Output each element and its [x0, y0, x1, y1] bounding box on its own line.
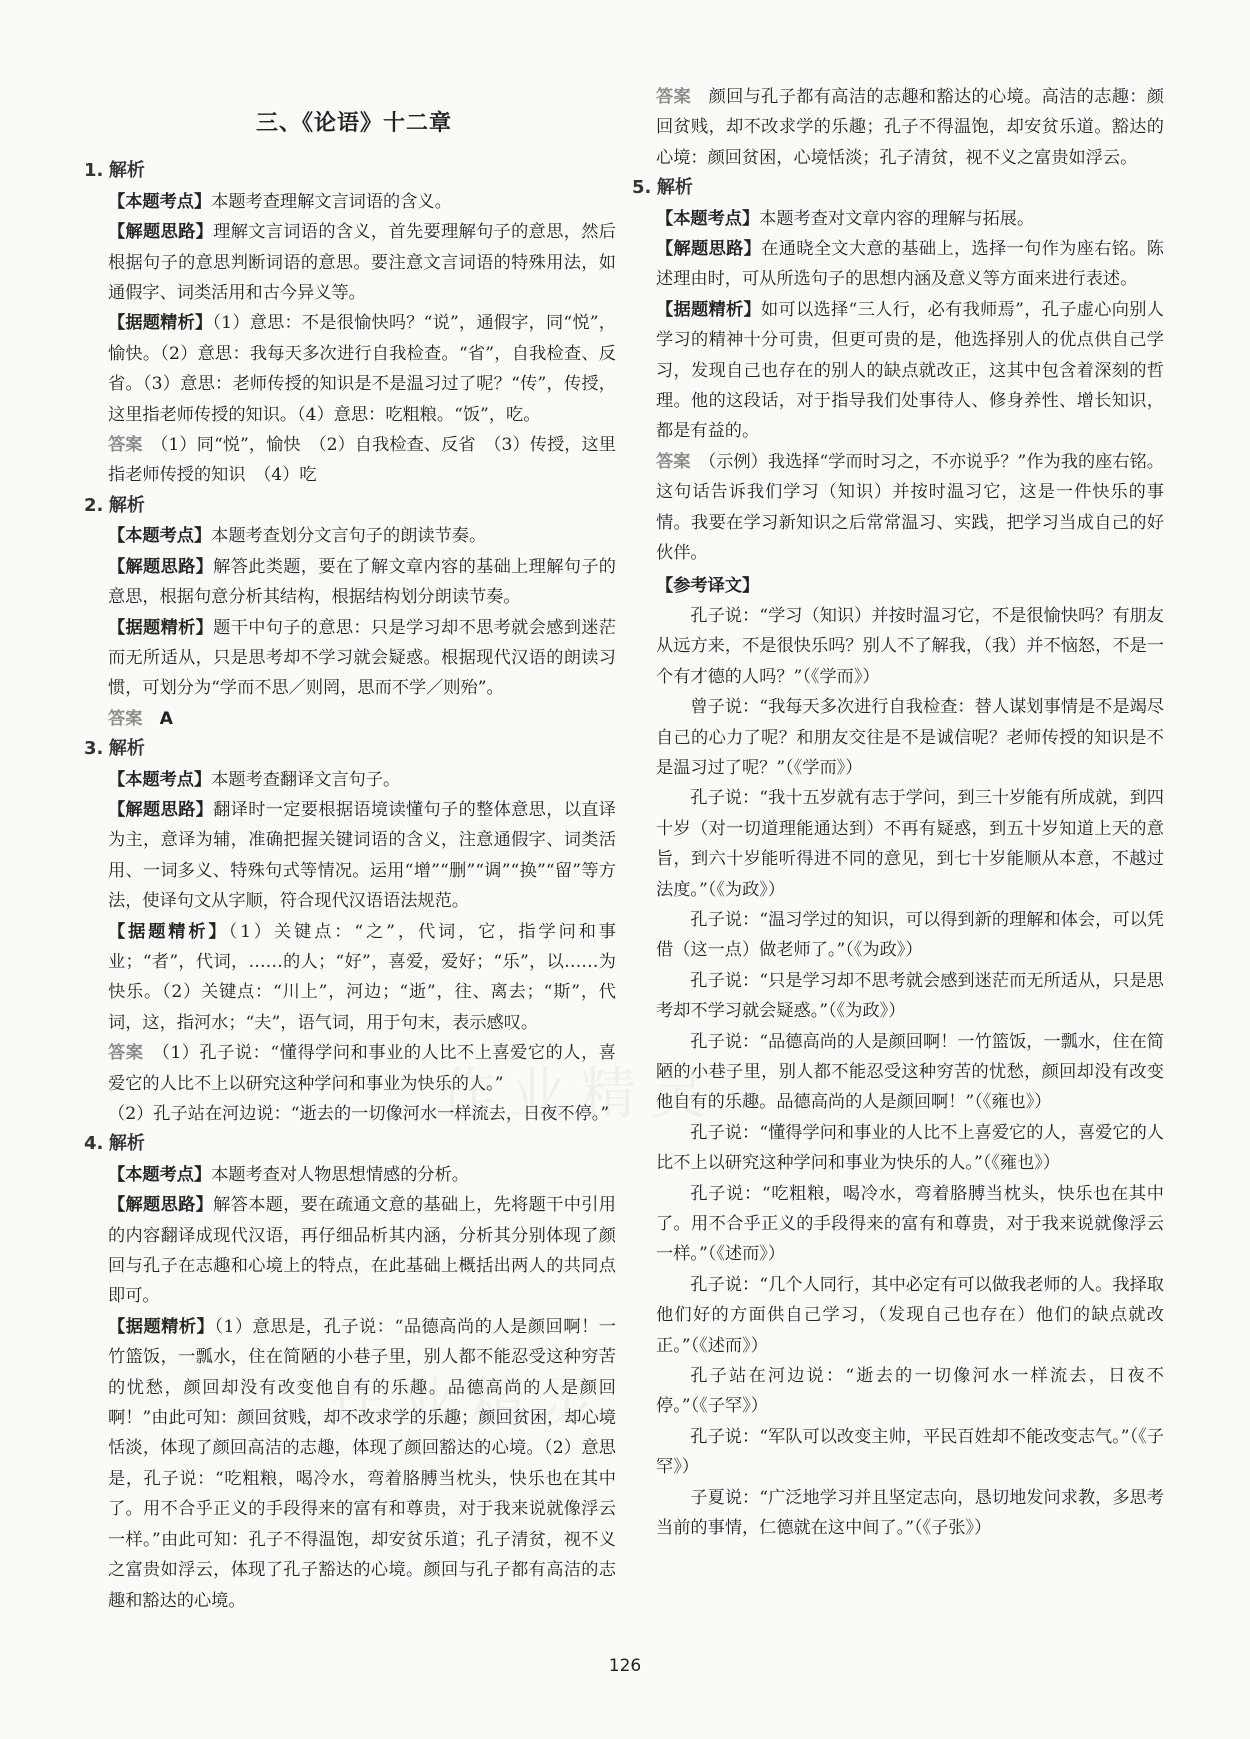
translation-item: 孔子说：“军队可以改变主帅，平民百姓却不能改变志气。”（《子罕》）: [656, 1426, 1164, 1478]
translation-item: 孔子说：“吃粗粮，喝冷水，弯着胳膊当枕头，快乐也在其中了。用不合乎正义的手段得来的富有和尊贵，对于我来说就像浮云一样。”（《述而》）: [656, 1183, 1164, 1265]
q3-answer-2: （2）孔子站在河边说：“逝去的一切像河水一样流去，日夜不停。”: [108, 1104, 610, 1124]
chapter-title: 三、《论语》十二章: [255, 110, 452, 136]
q1-jingxi: （1）意思：不是很愉快吗？“说”，通假字，同“悦”，愉快。（2）意思：我每天多次进行自我检查。“省”，自我检查、反省。（3）意思：老师传授的知识是不是温习过了呢？“传”，传授，这里指老师传授的知识。（4）意思：吃粗粮。“饭”，吃。: [108, 313, 616, 425]
q2-silu: 解答此类题，要在了解文章内容的基础上理解句子的意思，根据句意分析其结构，根据结构划分朗读节奏。: [108, 556, 616, 608]
q5-silu: 在通晓全文大意的基础上，选择一句作为座右铭。陈述理由时，可从所选句子的思想内涵及意义等方面来进行表述。: [656, 239, 1164, 290]
q5-jingxi: 如可以选择“三人行，必有我师焉”，孔子虚心向别人学习的精神十分可贵，但更可贵的是，他选择别人的优点供自己学习，发现自己也存在的别人的缺点就改正，这其中包含着深刻的哲理。他的这段话，对于指导我们处事待人、修身养性、增长知识，都是有益的。: [656, 299, 1164, 442]
translation-item: 孔子说：“我十五岁就有志于学问，到三十岁能有所成就，到四十岁（对一切道理能通达到）不再有疑惑，到五十岁知道上天的意旨，到六十岁能听得进不同的意见，到七十岁能顺从本意，不越过法度。”（《为政》）: [656, 788, 1164, 900]
q3-jingxi: （1）关键点：“之”，代词，它，指学问和事业；“者”，代词，……的人；“好”，喜爱，爱好；“乐”，以……为快乐。（2）关键点：“川上”，河边；“逝”，往、离去；“斯”，代词，这，指河水；“夫”，语气词，用于句末，表示感叹。: [108, 921, 616, 1033]
translation-item: 孔子站在河边说：“逝去的一切像河水一样流去，日夜不停。”（《子罕》）: [656, 1366, 1164, 1417]
question-4: 4. 解析 【本题考点】本题考查对人物思想情感的分析。 【解题思路】解答本题，要在疏通文意的基础上，先将题干中引用的内容翻译成现代汉语，再仔细品析其内涵，分析其分别体现了颜回与孔子在志趣和心境上的特点，在此基础上概括出两人的共同点即可。 【据题精析】（1）意思是，孔子说：“品德高尚的人是颜回啊！一竹篮饭，一瓢水，住在简陋的小巷子里，别人都不能忍受这种穷苦的忧愁，颜回却没有改变他自有的乐趣。品德高尚的人是颜回啊！”由此可知：颜回贫贱，却不改求学的乐趣；颜回贫困，却心境恬淡，体现了颜回高洁的志趣，体现了颜回豁达的心境。（2）意思是，孔子说：“吃粗粮，喝冷水，弯着胳膊当枕头，快乐也在其中了。用不合乎正义的手段得来的富有和尊贵，对于我来说就像浮云一样。”由此可知：孔子不得温饱，却安贫乐道；孔子清贫，视不义之富贵如浮云，体现了孔子豁达的心境。颜回与孔子都有高洁的志趣和豁达的心境。: [84, 1133, 616, 1611]
q1-kaodian: 本题考查理解文言词语的含义。: [211, 191, 452, 212]
q1-answer: （1）同“悦”，愉快 （2）自我检查、反省 （3）传授，这里指老师传授的知识 （4）吃: [108, 435, 616, 486]
q4-answer: 颜回与孔子都有高洁的志趣和豁达的心境。高洁的志趣：颜回贫贱，却不改求学的乐趣；孔子不得温饱，却安贫乐道。豁达的心境：颜回贫困，心境恬淡；孔子清贫，视不义之富贵如浮云。: [656, 87, 1164, 168]
q3-silu: 翻译时一定要根据语境读懂句子的整体意思，以直译为主，意译为辅，准确把握关键词语的含义，注意通假字、词类活用、一词多义、特殊句式等情况。运用“增”“删”“调”“换”“留”等方法，使译句文从字顺，符合现代汉语语法规范。: [108, 799, 616, 912]
question-label: 解析: [108, 160, 145, 182]
translation-item: 孔子说：“学习（知识）并按时温习它，不是很愉快吗？有朋友从远方来，不是很快乐吗？别人不了解我，（我）并不恼怒，不是一个有才德的人吗？”（《学而》）: [656, 605, 1164, 687]
left-column: [84, 82, 616, 1616]
q5-answer: （示例）我选择“学而时习之，不亦说乎？”作为我的座右铭。这句话告诉我们学习（知识）并按时温习它，这是一件快乐的事情。我要在学习新知识之后常常温习、实践，把学习当成自己的好伙伴。: [656, 451, 1164, 564]
question-2: 2. 解析 【本题考点】本题考查划分文言句子的朗读节奏。 【解题思路】解答此类题，要在了解文章内容的基础上理解句子的意思，根据句意分析其结构，根据结构划分朗读节奏。 【据题精析】题干中句子的意思：只是学习却不思考就会感到迷茫而无所适从，只是思考却不学习就会疑惑。根据现代汉语的朗读习惯，可划分为“学而不思／则罔，思而不学／则殆”。 答案 A: [84, 494, 616, 729]
q4-kaodian: 本题考查对人物思想情感的分析。: [211, 1164, 469, 1185]
q2-jingxi: 题干中句子的意思：只是学习却不思考就会感到迷茫而无所适从，只是思考却不学习就会疑惑。根据现代汉语的朗读习惯，可划分为“学而不思／则罔，思而不学／则殆”。: [108, 617, 616, 699]
q5-kaodian: 本题考查对文章内容的理解与拓展。: [759, 208, 1035, 229]
q4-silu: 解答本题，要在疏通文意的基础上，先将题干中引用的内容翻译成现代汉语，再仔细品析其内涵，分析其分别体现了颜回与孔子在志趣和心境上的特点，在此基础上概括出两人的共同点即可。: [108, 1195, 616, 1307]
right-column: [632, 82, 1164, 1544]
reference-translation: 【参考译文】 孔子说：“学习（知识）并按时温习它，不是很愉快吗？有朋友从远方来，不是很快乐吗？别人不了解我，（我）并不恼怒，不是一个有才德的人吗？”（《学而》） 曾子说：“我每天多次进行自我检查：替人谋划事情是不是竭尽自己的心力了呢？和朋友交往是不是诚信呢？老师传授的知识是不是温习过了呢？”（《学而》） 孔子说：“我十五岁就有志于学问，到三十岁能有所成就，到四十岁（对一切道理能通达到）不再有疑惑，到五十岁知道上天的意旨，到六十岁能听得进不同的意见，到七十岁能顺从本意，不越过法度。”（《为政》） 孔子说：“温习学过的知识，可以得到新的理解和体会，可以凭借（这一点）做老师了。”（《为政》） 孔子说：“只是学习却不思考就会感到迷茫而无所适从，只是思考却不学习就会疑惑。”（《为政》） 孔子说：“品德高尚的人是颜回啊！一竹篮饭，一瓢水，住在简陋的小巷子里，别人都不能忍受这种穷苦的忧愁，颜回却没有改变他自有的乐趣。品德高尚的人是颜回啊！”（《雍也》） 孔子说：“懂得学问和事业的人比不上喜爱它的人，喜爱它的人比不上以研究这种学问和事业为快乐的人。”（《雍也》） 孔子说：“吃粗粮，喝冷水，弯着胳膊当枕头，快乐也在其中了。用不合乎正义的手段得来的富有和尊贵，对于我来说就像浮云一样。”（《述而》） 孔子说：“几个人同行，其中必定有可以做我老师的人。我择取他们好的方面供自己学习，（发现自己也存在）他们的缺点就改正。”（《述而》） 孔子站在河边说：“逝去的一切像河水一样流去，日夜不停。”（《子罕》） 孔子说：“军队可以改变主帅，平民百姓却不能改变志气。”（《子罕》） 子夏说：“广泛地学习并且坚定志向，恳切地发问求教，多思考当前的事情，仁德就在这中间了。”（《子张》）: [640, 571, 1164, 1544]
q2-kaodian: 本题考查划分文言句子的朗读节奏。: [211, 526, 487, 547]
translation-item: 孔子说：“只是学习却不思考就会感到迷茫而无所适从，只是思考却不学习就会疑惑。”（《为政》）: [656, 970, 1164, 1022]
q4-jingxi: （1）意思是，孔子说：“品德高尚的人是颜回啊！一竹篮饭，一瓢水，住在简陋的小巷子里，别人都不能忍受这种穷苦的忧愁，颜回却没有改变他自有的乐趣。品德高尚的人是颜回啊！”由此可知：颜回贫贱，却不改求学的乐趣；颜回贫困，却心境恬淡，体现了颜回高洁的志趣，体现了颜回豁达的心境。（2）意思是，孔子说：“吃粗粮，喝冷水，弯着胳膊当枕头，快乐也在其中了。用不合乎正义的手段得来的富有和尊贵，对于我来说就像浮云一样。”由此可知：孔子不得温饱，却安贫乐道；孔子清贫，视不义之富贵如浮云，体现了孔子豁达的心境。颜回与孔子都有高洁的志趣和豁达的心境。: [108, 1316, 616, 1611]
question-3: 3. 解析 【本题考点】本题考查翻译文言句子。 【解题思路】翻译时一定要根据语境读懂句子的整体意思，以直译为主，意译为辅，准确把握关键词语的含义，注意通假字、词类活用、一词多义、特殊句式等情况。运用“增”“删”“调”“换”“留”等方法，使译句文从字顺，符合现代汉语语法规范。 【据题精析】（1）关键点：“之”，代词，它，指学问和事业；“者”，代词，……的人；“好”，喜爱，爱好；“乐”，以……为快乐。（2）关键点：“川上”，河边；“逝”，往、离去；“斯”，代词，这，指河水；“夫”，语气词，用于句末，表示感叹。 答案 （1）孔子说：“懂得学问和事业的人比不上喜爱它的人，喜爱它的人比不上以研究这种学问和事业为快乐的人。” （2）孔子站在河边说：“逝去的一切像河水一样流去，日夜不停。”: [92, 734, 616, 1129]
translation-item: 孔子说：“几个人同行，其中必定有可以做我老师的人。我择取他们好的方面供自己学习，（发现自己也存在）他们的缺点就改正。”（《述而》）: [656, 1274, 1164, 1356]
q1-silu: 理解文言词语的含义，首先要理解句子的意思，然后根据句子的意思判断词语的意思。要注意文言词语的特殊用法，如通假字、词类活用和古今异义等。: [108, 222, 616, 304]
translation-item: 孔子说：“品德高尚的人是颜回啊！一竹篮饭，一瓢水，住在简陋的小巷子里，别人都不能忍受这种穷苦的忧愁，颜回却没有改变他自有的乐趣。品德高尚的人是颜回啊！”（《雍也》）: [656, 1031, 1164, 1113]
translation-item: 孔子说：“温习学过的知识，可以得到新的理解和体会，可以凭借（这一点）做老师了。”（《为政》）: [656, 909, 1164, 961]
question-4-answer: 答案 颜回与孔子都有高洁的志趣和豁达的心境。高洁的志趣：颜回贫贱，却不改求学的乐趣；孔子不得温饱，却安贫乐道。豁达的心境：颜回贫困，心境恬淡；孔子清贫，视不义之富贵如浮云。: [656, 87, 1164, 168]
translation-item: 曾子说：“我每天多次进行自我检查：替人谋划事情是不是竭尽自己的心力了呢？和朋友交往是不是诚信呢？老师传授的知识是不是温习过了呢？”（《学而》）: [656, 697, 1164, 778]
translation-item: 子夏说：“广泛地学习并且坚定志向，恳切地发问求教，多思考当前的事情，仁德就在这中间了。”（《子张》）: [656, 1487, 1164, 1539]
question-5: 5. 解析 【本题考点】本题考查对文章内容的理解与拓展。 【解题思路】在通晓全文大意的基础上，选择一句作为座右铭。陈述理由时，可从所选句子的思想内涵及意义等方面来进行表述。 【据题精析】如可以选择“三人行，必有我师焉”，孔子虚心向别人学习的精神十分可贵，但更可贵的是，他选择别人的优点供自己学习，发现自己也存在的别人的缺点就改正，这其中包含着深刻的哲理。他的这段话，对于指导我们处事待人、修身养性、增长知识，都是有益的。 答案 （示例）我选择“学而时习之，不亦说乎？”作为我的座右铭。这句话告诉我们学习（知识）并按时温习它，这是一件快乐的事情。我要在学习新知识之后常常温习、实践，把学习当成自己的好伙伴。: [632, 177, 1164, 564]
q3-answer-1: （1）孔子说：“懂得学问和事业的人比不上喜爱它的人，喜爱它的人比不上以研究这种学问和事业为快乐的人。”: [108, 1043, 616, 1094]
q3-kaodian: 本题考查翻译文言句子。: [211, 769, 401, 790]
q2-answer: A: [159, 708, 173, 729]
translation-item: 孔子说：“懂得学问和事业的人比不上喜爱它的人，喜爱它的人比不上以研究这种学问和事业为快乐的人。”（《雍也》）: [656, 1122, 1164, 1174]
question-1: 1. 解析 【本题考点】本题考查理解文言词语的含义。 【解题思路】理解文言词语的含义，首先要理解句子的意思，然后根据句子的意思判断词语的意思。要注意文言词语的特殊用法，如通假字、词类活用和古今异义等。 【据题精析】（1）意思：不是很愉快吗？“说”，通假字，同“悦”，愉快。（2）意思：我每天多次进行自我检查。“省”，自我检查、反省。（3）意思：老师传授的知识是不是温习过了呢？“传”，传授，这里指老师传授的知识。（4）意思：吃粗粮。“饭”，吃。 答案 （1）同“悦”，愉快 （2）自我检查、反省 （3）传授，这里指老师传授的知识 （4）吃: [84, 160, 616, 486]
page-number: 126: [608, 1656, 642, 1676]
